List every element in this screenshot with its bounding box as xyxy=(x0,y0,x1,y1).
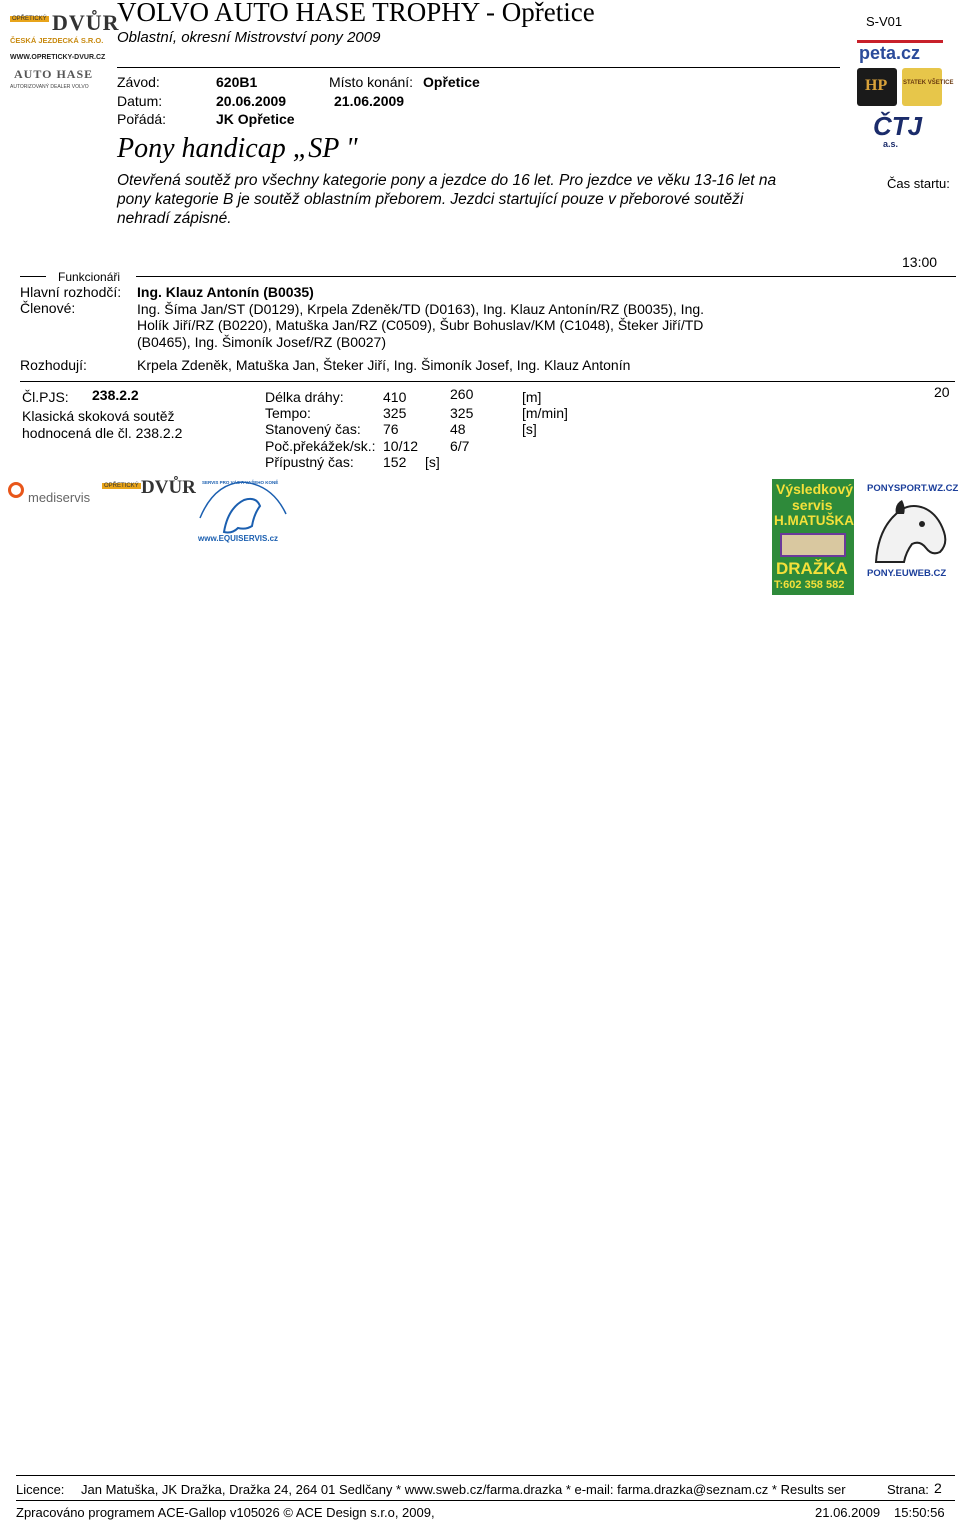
course-row-unit: [s] xyxy=(522,421,537,437)
course-row-value-2: 325 xyxy=(450,405,474,421)
course-row-unit: [m] xyxy=(522,389,542,405)
course-row-unit: [s] xyxy=(425,454,440,470)
peta-logo xyxy=(857,40,943,67)
porada-value: JK Opřetice xyxy=(216,111,295,127)
start-time-label: Čas startu: xyxy=(887,176,950,191)
course-row-label: Poč.překážek/sk.: xyxy=(265,438,376,454)
dvur-logo-word: DVŮR xyxy=(52,10,120,35)
course-row-label: Délka dráhy: xyxy=(265,389,344,405)
pony-head-icon xyxy=(866,496,958,566)
course-row-value: 76 xyxy=(383,421,399,437)
ctj-logo xyxy=(870,113,926,149)
ctj-logo-sub: a.s. xyxy=(883,139,899,149)
licence-label: Licence: xyxy=(16,1482,65,1497)
opreticky-dvur-logo xyxy=(8,10,120,66)
hlavni-rozhodci-value: Ing. Klauz Antonín (B0035) xyxy=(137,284,314,300)
print-time: 15:50:56 xyxy=(894,1505,945,1520)
clenove-line-3: (B0465), Ing. Šimoník Josef/RZ (B0027) xyxy=(137,334,386,350)
officials-rule-right xyxy=(136,276,956,277)
dvur-logo-top: OPŘETICKÝ xyxy=(12,16,47,22)
drazka-line-2: servis xyxy=(792,497,833,513)
clenove-line-1: Ing. Šíma Jan/ST (D0129), Krpela Zdeněk/TD (D0163), Ing. Klauz Antonín/RZ (B0035), Ing. xyxy=(137,301,705,317)
auto-hase-sub: AUTORIZOVANÝ DEALER VOLVO xyxy=(10,84,89,90)
course-row-label: Tempo: xyxy=(265,405,311,421)
datum-from: 20.06.2009 xyxy=(216,93,287,109)
competition-desc-2: pony kategorie B je soutěž oblastním přeborem. Jezdci startující pouze v přeborové soutěži xyxy=(117,191,744,208)
competition-desc-1: Otevřená soutěž pro všechny kategorie pony a jezdce do 16 let. Pro jezdce ve věku 13-16 let na xyxy=(117,172,777,189)
footer-rule-mid xyxy=(16,1500,955,1501)
program-info: Zpracováno programem ACE-Gallop v105026 © ACE Design s.r.o, 2009, xyxy=(16,1505,435,1520)
document-code: S-V01 xyxy=(866,14,903,29)
statek-logo-text: STATEK VŠETICE xyxy=(903,80,954,86)
course-row-label: Stanovený čas: xyxy=(265,421,361,437)
pjs-value: 238.2.2 xyxy=(92,387,139,403)
ponysport-top-text: PONYSPORT.WZ.CZ xyxy=(867,483,959,494)
licence-value: Jan Matuška, JK Dražka, Dražka 24, 264 01 Sedlčany * www.sweb.cz/farma.drazka * e-mail: farma.drazka@seznam.cz * Results ser xyxy=(81,1482,846,1497)
mediservis-logo xyxy=(6,478,98,508)
equiservis-top-text: SERVIS PRO VÁS A VAŠEHO KONĚ xyxy=(202,480,279,485)
course-row-value: 152 xyxy=(383,454,407,470)
clenove-label: Členové: xyxy=(20,300,76,316)
print-date: 21.06.2009 xyxy=(815,1505,881,1520)
opreticky-dvur-logo-small xyxy=(100,478,195,500)
clenove-line-2: Holík Jiří/RZ (B0220), Matuška Jan/RZ (C0509), Šubr Bohuslav/KM (C1048), Šteker Jiří/TD xyxy=(137,317,704,333)
course-row-value-2: 260 xyxy=(450,386,474,402)
drazka-results-logo xyxy=(772,479,854,595)
pjs-label: Čl.PJS: xyxy=(22,389,69,405)
dvur-small-word: DVŮR xyxy=(141,477,196,498)
start-time-value: 13:00 xyxy=(902,254,938,270)
auto-hase-word: AUTO HASE xyxy=(14,67,94,81)
officials-section-label: Funkcionáři xyxy=(58,270,121,284)
rozhoduji-value: Krpela Zdeněk, Matuška Jan, Šteker Jiří, Ing. Šimoník Josef, Ing. Klauz Antonín xyxy=(137,357,631,373)
hp-logo xyxy=(857,68,897,106)
entries-count: 20 xyxy=(934,384,950,400)
officials-rule-left xyxy=(20,276,46,277)
peta-logo-text: peta.cz xyxy=(859,43,921,63)
zavod-value: 620B1 xyxy=(216,74,258,90)
page-subtitle: Oblastní, okresní Mistrovství pony 2009 xyxy=(117,29,381,46)
datum-to: 21.06.2009 xyxy=(334,93,405,109)
drazka-line-4: DRAŽKA xyxy=(776,559,848,578)
competition-desc-3: nehradí zápisné. xyxy=(117,210,232,227)
competition-type-1: Klasická skoková soutěž xyxy=(22,408,175,424)
licence-clip xyxy=(81,1482,846,1499)
dvur-small-top: OPŘETICKÝ xyxy=(104,483,139,489)
dvur-logo-sub: ČESKÁ JEZDECKÁ S.R.O. xyxy=(10,36,104,45)
course-row-value-2: 6/7 xyxy=(450,438,470,454)
footer-rule-top xyxy=(16,1475,955,1476)
course-row-label: Přípustný čas: xyxy=(265,454,354,470)
ctj-logo-text: ČTJ xyxy=(873,111,923,141)
hp-logo-text: HP xyxy=(865,77,888,94)
strana-label: Strana: xyxy=(887,1482,929,1497)
course-row-value: 10/12 xyxy=(383,438,419,454)
drazka-line-1: Výsledkový xyxy=(776,481,854,497)
auto-hase-logo xyxy=(8,66,108,96)
drazka-line-3: H.MATUŠKA xyxy=(774,513,854,528)
course-row-unit: [m/min] xyxy=(522,405,568,421)
ponysport-logo xyxy=(866,480,958,580)
mediservis-text: mediservis xyxy=(28,490,91,505)
rules-rule xyxy=(20,381,955,382)
course-row-value-2: 48 xyxy=(450,421,466,437)
strana-value: 2 xyxy=(934,1480,942,1496)
mediservis-icon xyxy=(8,482,24,498)
ponysport-bottom-text: PONY.EUWEB.CZ xyxy=(867,568,947,579)
statek-vsetice-logo xyxy=(902,68,954,106)
equiservis-url: www.EQUISERVIS.cz xyxy=(198,534,279,543)
drazka-phone: T:602 358 582 xyxy=(774,579,845,591)
equiservis-logo xyxy=(194,478,290,546)
datum-label: Datum: xyxy=(117,93,163,109)
rozhoduji-label: Rozhodují: xyxy=(20,357,87,373)
competition-name: Pony handicap „SP " xyxy=(117,133,358,164)
dvur-logo-url: WWW.OPRETICKY-DVUR.CZ xyxy=(10,54,106,61)
competition-type-2: hodnocená dle čl. 238.2.2 xyxy=(22,425,183,441)
drazka-building-icon xyxy=(780,533,846,557)
page-title: VOLVO AUTO HASE TROPHY - Opřetice xyxy=(117,0,595,27)
porada-label: Pořádá: xyxy=(117,111,167,127)
course-row-value: 325 xyxy=(383,405,407,421)
title-rule xyxy=(117,67,840,68)
hlavni-rozhodci-label: Hlavní rozhodčí: xyxy=(20,284,122,300)
misto-label: Místo konání: xyxy=(329,74,414,90)
zavod-label: Závod: xyxy=(117,74,160,90)
course-row-value: 410 xyxy=(383,389,407,405)
misto-value: Opřetice xyxy=(423,74,480,90)
